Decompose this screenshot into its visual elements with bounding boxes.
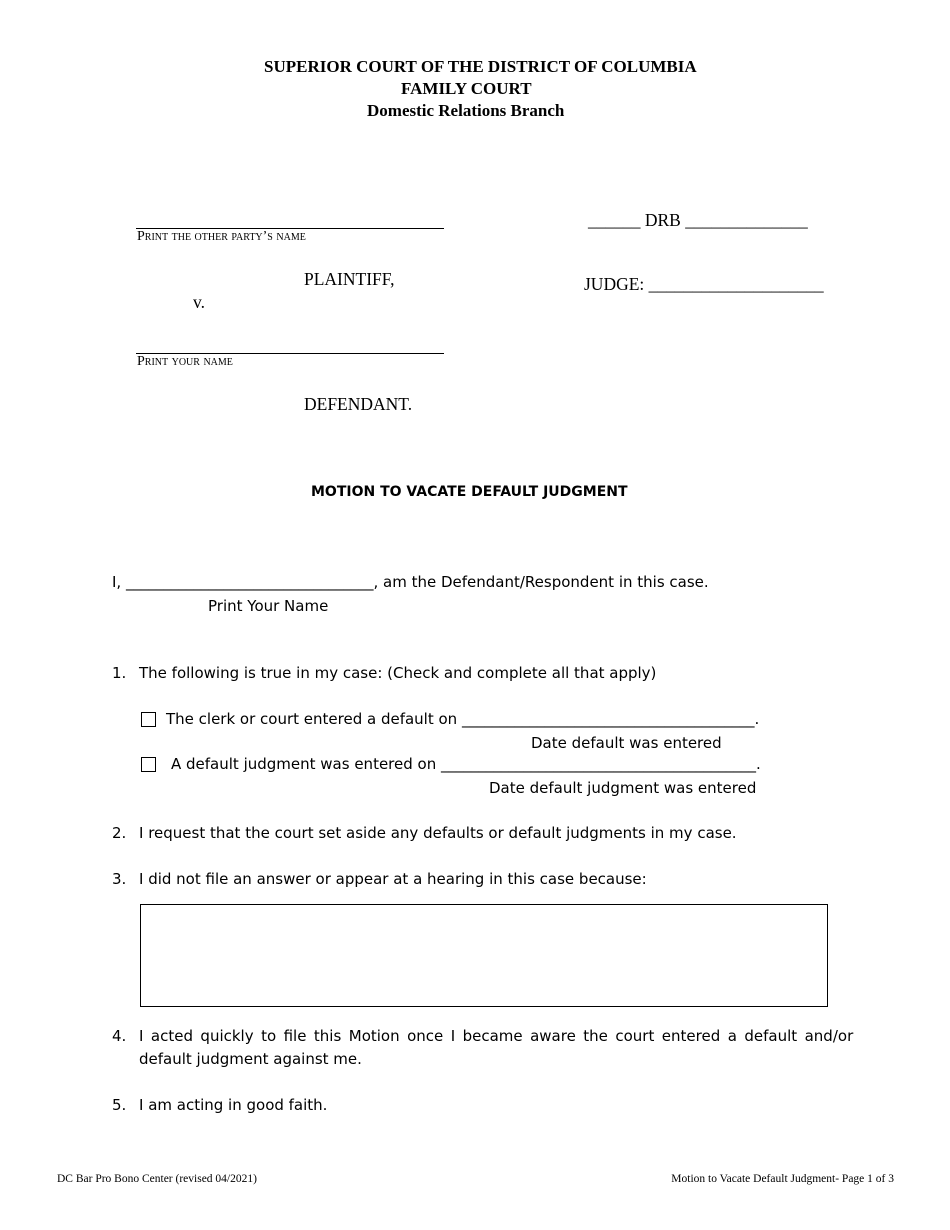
default-entered-checkbox[interactable] xyxy=(141,712,156,727)
default-judgment-checkbox[interactable] xyxy=(141,757,156,772)
item-3-text: I did not file an answer or appear at a hearing in this case because: xyxy=(139,870,647,888)
default-judgment-caption: Date default judgment was entered xyxy=(489,779,757,797)
item-5-text: I am acting in good faith. xyxy=(139,1096,328,1114)
footer-page-info: Motion to Vacate Default Judgment- Page 1 of 3 xyxy=(671,1173,894,1185)
plaintiff-label: PLAINTIFF, xyxy=(304,269,395,289)
versus-label: v. xyxy=(193,292,205,312)
default-entered-line xyxy=(166,710,759,728)
case-number-label: DRB xyxy=(644,210,681,230)
defendant-label: DEFENDANT. xyxy=(304,394,413,414)
item-3-number: 3. xyxy=(112,870,127,888)
default-entered-label: The clerk or court entered a default on xyxy=(166,710,458,728)
item-2-text: I request that the court set aside any defaults or default judgments in my case. xyxy=(139,824,737,842)
intro-line xyxy=(112,573,709,591)
reason-text-box[interactable] xyxy=(140,904,828,1007)
judge-field[interactable] xyxy=(584,274,824,295)
intro-prefix: I, xyxy=(112,573,122,591)
item-1-text: The following is true in my case: (Check and complete all that apply) xyxy=(139,664,657,682)
case-number-field[interactable] xyxy=(588,210,808,231)
case-number-prefix-blank[interactable]: ______ xyxy=(588,210,641,230)
judge-label: JUDGE: xyxy=(584,274,645,294)
intro-name-blank[interactable]: _________________________________ xyxy=(125,573,374,591)
item-1-number: 1. xyxy=(112,664,127,682)
intro-name-caption: Print Your Name xyxy=(208,597,329,615)
judge-blank[interactable]: ____________________ xyxy=(648,274,824,294)
default-entered-period: . xyxy=(754,710,760,728)
other-party-name-label: Print the other party’s name xyxy=(137,229,306,244)
default-judgment-line xyxy=(171,755,761,773)
item-5-number: 5. xyxy=(112,1096,127,1114)
default-entered-caption: Date default was entered xyxy=(531,734,722,752)
default-judgment-label: A default judgment was entered on xyxy=(171,755,437,773)
item-4-text-line1: I acted quickly to file this Motion once I became aware the court entered a default and/or xyxy=(139,1027,854,1045)
default-judgment-date-blank[interactable]: __________________________________________ xyxy=(441,755,756,773)
court-branch: Domestic Relations Branch xyxy=(367,101,565,120)
your-name-label: Print your name xyxy=(137,354,233,369)
court-division: FAMILY COURT xyxy=(401,79,532,98)
footer-left: DC Bar Pro Bono Center (revised 04/2021) xyxy=(57,1173,257,1185)
default-judgment-period: . xyxy=(756,755,761,773)
item-4-number: 4. xyxy=(112,1027,127,1045)
document-title: MOTION TO VACATE DEFAULT JUDGMENT xyxy=(311,484,628,500)
default-entered-date-blank[interactable]: _______________________________________ xyxy=(461,710,755,728)
court-name: SUPERIOR COURT OF THE DISTRICT OF COLUMBIA xyxy=(264,57,697,76)
item-2-number: 2. xyxy=(112,824,127,842)
item-4-text-line2: default judgment against me. xyxy=(139,1050,362,1068)
case-number-suffix-blank[interactable]: ______________ xyxy=(685,210,808,230)
intro-suffix: , am the Defendant/Respondent in this case. xyxy=(373,573,709,591)
